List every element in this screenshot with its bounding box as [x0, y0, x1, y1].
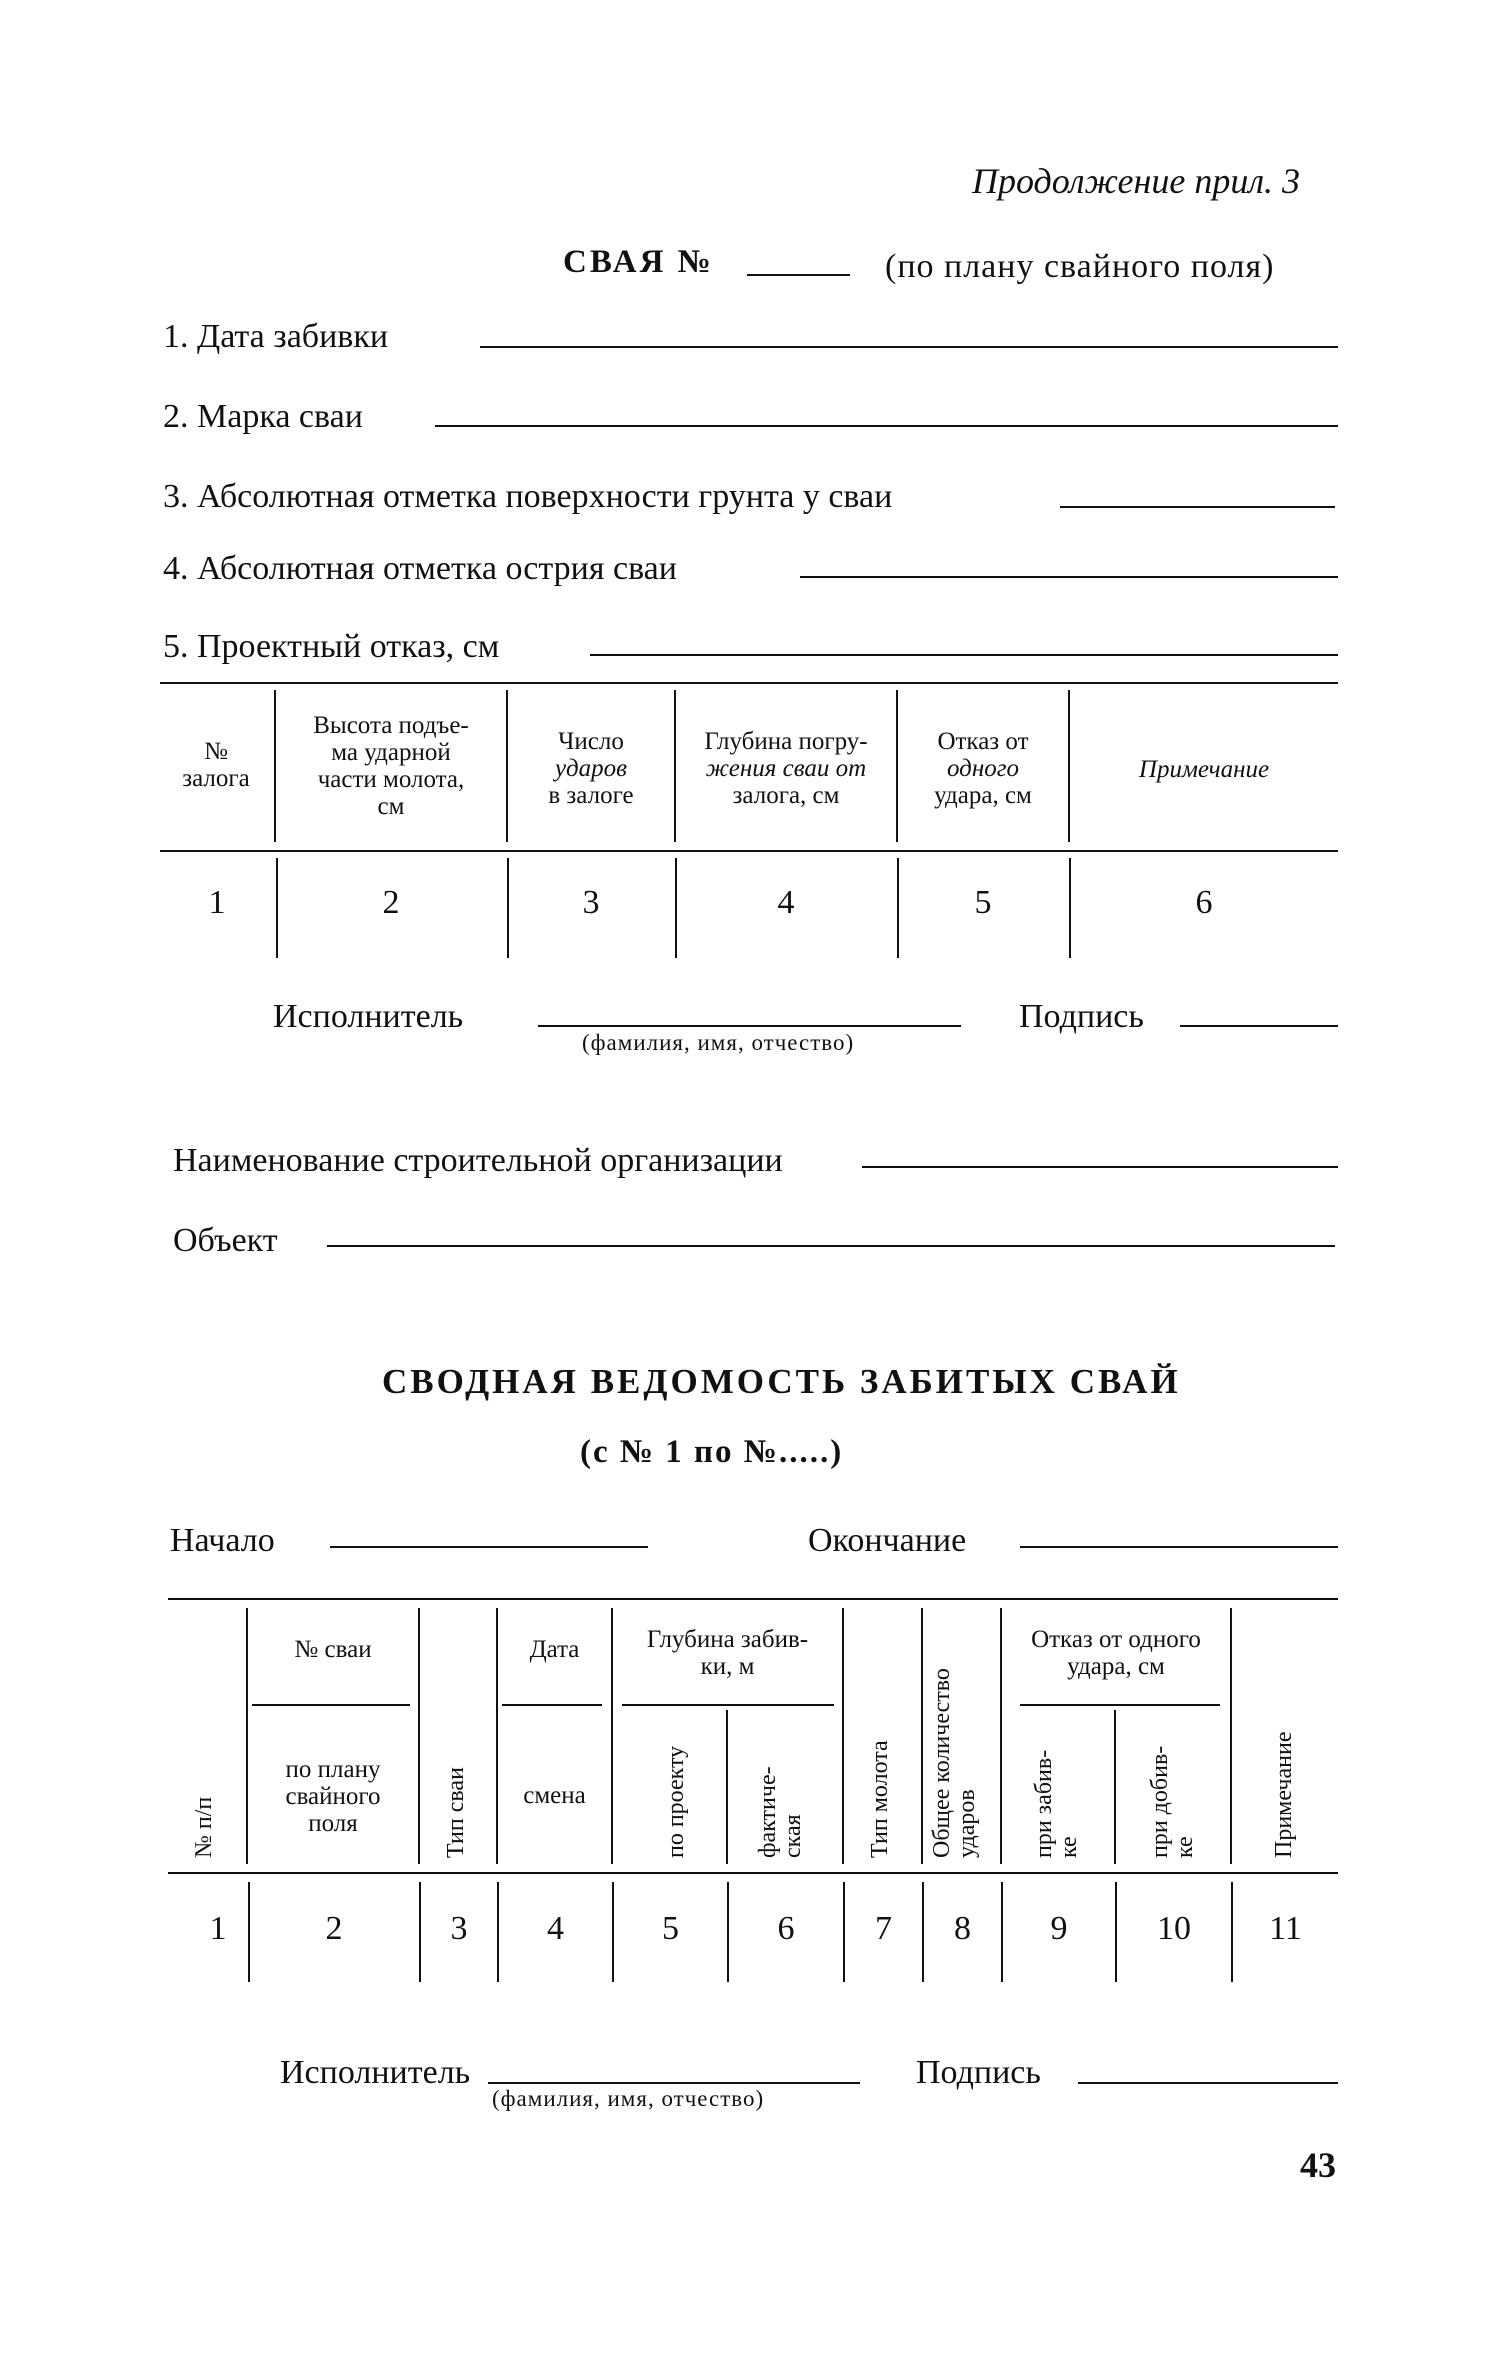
signature-label: Подпись [1019, 998, 1144, 1035]
object-line[interactable] [327, 1245, 1335, 1247]
table2-divider [418, 1608, 420, 1864]
executor2-label: Исполнитель [280, 2054, 471, 2091]
col2-number: 10 [1157, 1910, 1191, 1947]
continuation-label: Продолжение прил. 3 [972, 161, 1301, 201]
pile-number-line [747, 274, 850, 276]
col2-number: 6 [777, 1910, 795, 1947]
th-stage-number: № залога [182, 738, 250, 792]
col-number: 4 [777, 884, 795, 921]
field-ground-elevation-line[interactable] [1060, 506, 1335, 508]
th2-hammer-type: Тип молота [867, 1740, 893, 1858]
table2-divider [726, 1710, 728, 1864]
executor-line[interactable] [538, 1025, 961, 1027]
th2-date: Дата [529, 1636, 580, 1663]
field-drive-date: 1. Дата забивки [163, 318, 389, 355]
th2-pp: № п/п [191, 1796, 217, 1858]
pile-title: СВАЯ № [563, 244, 714, 280]
col2-number: 2 [325, 1910, 343, 1947]
table2-divider [842, 1608, 844, 1864]
field-drive-date-line[interactable] [480, 346, 1338, 348]
col2-number: 7 [875, 1910, 892, 1947]
field-tip-elevation: 4. Абсолютная отметка острия сваи [163, 550, 677, 587]
table2-subrule [622, 1704, 834, 1706]
field-ground-elevation: 3. Абсолютная отметка поверхности грунта у сваи [163, 478, 893, 515]
th2-total-blows: Общее количество ударов [929, 1668, 980, 1858]
table1-top-rule [160, 682, 1338, 684]
table2-top-rule [168, 1598, 1338, 1600]
org-name-line[interactable] [862, 1166, 1338, 1168]
executor2-caption: (фамилия, имя, отчество) [492, 2086, 765, 2111]
th2-actual: фактиче- ская [755, 1766, 806, 1858]
summary-subtitle: (с № 1 по №.....) [580, 1434, 844, 1470]
pile-title-note: (по плану свайного поля) [885, 248, 1275, 285]
col2-number: 8 [954, 1910, 971, 1947]
start-line[interactable] [330, 1546, 648, 1548]
th2-pile-number: № сваи [294, 1636, 372, 1663]
col-number: 3 [582, 884, 600, 921]
summary-title: СВОДНАЯ ВЕДОМОСТЬ ЗАБИТЫХ СВАЙ [382, 1362, 1181, 1401]
th-penetration-depth: Глубина погру- жения сваи от залога, см [704, 728, 868, 809]
th2-driving: при забив- ке [1031, 1749, 1082, 1858]
field-design-refusal-line[interactable] [590, 654, 1338, 656]
field-pile-grade-line[interactable] [435, 425, 1338, 427]
th2-depth: Глубина забив- ки, м [646, 1626, 809, 1680]
table2-subrule [1020, 1704, 1220, 1706]
executor-label: Исполнитель [273, 998, 464, 1035]
col-number: 5 [974, 884, 992, 921]
table2-subrule [252, 1704, 410, 1706]
th-blow-count: Число ударов в залоге [548, 728, 634, 809]
th-lift-height: Высота подъе- ма ударной части молота, см [313, 712, 469, 820]
end-line[interactable] [1020, 1546, 1338, 1548]
field-design-refusal: 5. Проектный отказ, см [163, 628, 500, 665]
signature2-line[interactable] [1078, 2082, 1338, 2084]
th2-redriving: при добив- ке [1147, 1745, 1198, 1858]
end-label: Окончание [808, 1522, 967, 1559]
col2-number: 4 [547, 1910, 564, 1947]
signature-line[interactable] [1180, 1025, 1338, 1027]
th2-note: Примечание [1271, 1731, 1297, 1858]
col-number: 1 [208, 884, 226, 921]
table2-divider [921, 1608, 923, 1864]
table2-divider [1114, 1710, 1116, 1864]
th2-pile-type: Тип сваи [443, 1767, 469, 1858]
field-pile-grade: 2. Марка сваи [163, 398, 363, 435]
th2-by-project: по проекту [663, 1745, 689, 1858]
page-number: 43 [1300, 2145, 1336, 2185]
th-note: Примечание [1138, 756, 1270, 783]
table2-subrule [502, 1704, 602, 1706]
col-number: 6 [1195, 884, 1213, 921]
col2-number: 11 [1269, 1910, 1302, 1947]
org-name-label: Наименование строительной организации [173, 1142, 783, 1179]
col2-number: 1 [209, 1910, 227, 1947]
start-label: Начало [170, 1522, 275, 1559]
executor-caption: (фамилия, имя, отчество) [582, 1030, 855, 1055]
th2-refusal: Отказ от одного удара, см [1031, 1626, 1201, 1680]
th-refusal: Отказ от одного удара, см [934, 728, 1032, 809]
field-tip-elevation-line[interactable] [800, 576, 1338, 578]
table2-divider [1230, 1608, 1232, 1864]
table2-header-rule [168, 1872, 1338, 1874]
col-number: 2 [382, 884, 400, 921]
signature2-label: Подпись [916, 2054, 1041, 2091]
col2-number: 5 [662, 1910, 679, 1947]
th2-by-plan: по плану свайного поля [285, 1756, 381, 1837]
col2-number: 9 [1050, 1910, 1068, 1947]
col2-number: 3 [450, 1910, 468, 1947]
table1-header-rule [160, 850, 1338, 852]
executor2-line[interactable] [488, 2082, 860, 2084]
th2-shift: смена [523, 1782, 586, 1809]
object-label: Объект [173, 1222, 278, 1259]
